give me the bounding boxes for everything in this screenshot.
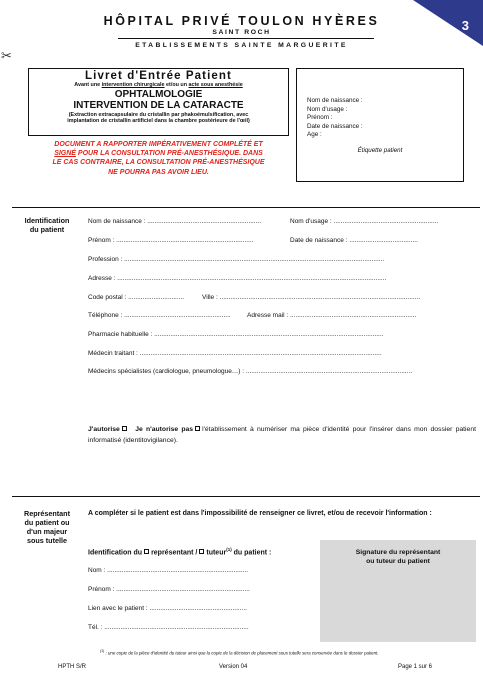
section-identification-line2: du patient bbox=[29, 225, 65, 234]
livret-line-u1: intervention chirurgicale bbox=[101, 82, 165, 88]
section-representant-line2: du patient ou bbox=[24, 518, 70, 527]
footnote bbox=[100, 649, 379, 655]
footer-version: Version 04 bbox=[219, 664, 248, 670]
ident-post: du patient : bbox=[231, 549, 272, 557]
livret-title-box bbox=[28, 68, 289, 136]
field-nom-naissance[interactable]: Nom de naissance : ............................................................... bbox=[88, 218, 262, 225]
field-profession[interactable]: Profession : ................................................................................................................................................ bbox=[88, 256, 385, 263]
warning-line2 bbox=[28, 149, 289, 158]
hospital-subtitle: SAINT ROCH bbox=[212, 29, 271, 36]
patient-label-box bbox=[296, 68, 464, 182]
section-identification-line1: Identification bbox=[24, 216, 70, 225]
consent-autorise-checkbox[interactable] bbox=[122, 426, 127, 431]
rep-field-nom[interactable]: Nom : .............................................................................. bbox=[88, 567, 249, 574]
label-field-age: Age : bbox=[307, 131, 322, 138]
representant-intro: A compléter si le patient est dans l'impossibilité de renseigner ce livret, et/ou de recevoir l'information : bbox=[88, 510, 432, 517]
section-representant-line3: d'un majeur bbox=[26, 527, 68, 536]
field-telephone[interactable]: Téléphone : ........................................................... bbox=[88, 312, 231, 319]
livret-note-line1: (Extraction extracapsulaire du cristallin par phakoémulsification, avec bbox=[68, 111, 249, 118]
field-code-postal[interactable]: Code postal : ............................... bbox=[88, 294, 185, 301]
section-divider-representant bbox=[12, 496, 480, 497]
rep-field-lien[interactable]: Lien avec le patient : ...................................................... bbox=[88, 605, 247, 612]
consent-autorise-label: J'autorise bbox=[88, 426, 120, 433]
signature-label-line1: Signature du représentant bbox=[355, 549, 441, 556]
ident-footnote-mark: (1) bbox=[226, 547, 232, 552]
label-field-date-naissance: Date de naissance : bbox=[307, 122, 363, 130]
warning-line3: LE CAS CONTRAIRE, LA CONSULTATION PRÉ-ANESTHÉSIQUE bbox=[52, 159, 265, 167]
consent-autorise-pas-checkbox[interactable] bbox=[195, 426, 200, 431]
hospital-name: HÔPITAL PRIVÉ TOULON HYÈRES bbox=[103, 14, 380, 28]
consent-paragraph bbox=[88, 424, 476, 446]
representant-checkbox[interactable] bbox=[144, 549, 149, 554]
warning-line4: NE POURRA PAS AVOIR LIEU. bbox=[108, 168, 209, 176]
signature-box[interactable] bbox=[320, 540, 476, 642]
footer-page: Page 1 sur 6 bbox=[398, 664, 433, 670]
field-pharmacie[interactable]: Pharmacie habituelle : ............................................................................................................................... bbox=[88, 331, 384, 338]
field-adresse[interactable]: Adresse : ..................................................................................................................................................... bbox=[88, 275, 387, 282]
rep-field-tel[interactable]: Tél. : ................................................................................ bbox=[88, 624, 249, 631]
ident-rep: représentant / bbox=[151, 549, 198, 557]
warning-line1: DOCUMENT A RAPPORTER IMPÉRATIVEMENT COMPLÉTÉ ET bbox=[54, 141, 263, 148]
field-date-naissance[interactable]: Date de naissance : ...................................... bbox=[290, 237, 418, 244]
livret-line-u2: acte sous anesthésie bbox=[188, 82, 243, 88]
livret-heading-cataracte: INTERVENTION DE LA CATARACTE bbox=[73, 99, 244, 111]
section-representant-line4: sous tutelle bbox=[27, 536, 67, 545]
page-number: 3 bbox=[461, 18, 469, 33]
signature-label-line2: ou tuteur du patient bbox=[366, 558, 430, 565]
livret-note-line2: implantation de cristallin artificiel dans la chambre postérieure de l'œil) bbox=[67, 117, 250, 124]
warning-text bbox=[28, 140, 289, 177]
field-ville[interactable]: Ville : ............................................................................................................... bbox=[202, 294, 421, 301]
warning-signe: SIGNÉ bbox=[54, 150, 76, 158]
section-representant-label bbox=[12, 509, 82, 545]
section-identification-label bbox=[12, 216, 82, 234]
footnote-mark: (1) bbox=[100, 649, 105, 653]
livret-line-pre: Avant une bbox=[74, 82, 102, 88]
section-representant-line1: Représentant bbox=[24, 509, 70, 518]
scissors-icon: ✂ bbox=[1, 48, 12, 63]
consent-autorise-pas-label: Je n'autorise pas bbox=[135, 426, 194, 433]
label-field-nom-naissance: Nom de naissance : bbox=[307, 97, 363, 104]
section-divider-top bbox=[12, 207, 480, 208]
label-field-nom-usage: Nom d'usage : bbox=[307, 105, 348, 113]
patient-label-fields bbox=[307, 97, 363, 140]
consent-text: l'établissement à numériser ma pièce d'identité pour l'insérer dans mon dossier patient informatisé (identitovigilance). bbox=[88, 426, 476, 444]
rep-field-prenom[interactable]: Prénom : .......................................................................... bbox=[88, 586, 250, 593]
tuteur-checkbox[interactable] bbox=[199, 549, 204, 554]
hospital-establishment: ETABLISSEMENTS SAINTE MARGUERITE bbox=[135, 42, 348, 49]
ident-tuteur: tuteur bbox=[206, 549, 227, 557]
field-medecins-specialistes[interactable]: Médecins spécialistes (cardiologue, pneumologue…) : ............................................................................................ bbox=[88, 368, 413, 375]
livret-line-mid: et/ou un bbox=[164, 82, 189, 88]
header-divider bbox=[118, 38, 374, 39]
footer-left: HPTH S/R bbox=[58, 664, 87, 670]
field-medecin-traitant[interactable]: Médecin traitant : ...................................................................................................................................... bbox=[88, 350, 382, 357]
field-adresse-mail[interactable]: Adresse mail : ...................................................................... bbox=[247, 312, 417, 319]
livret-heading-ophtalmologie: OPHTALMOLOGIE bbox=[114, 88, 203, 100]
field-prenom[interactable]: Prénom : ............................................................................ bbox=[88, 237, 254, 244]
field-nom-usage[interactable]: Nom d'usage : .......................................................... bbox=[290, 218, 439, 225]
warning-line2-rest: POUR LA CONSULTATION PRÉ-ANESTHÉSIQUE. DANS bbox=[75, 150, 263, 158]
representant-ident-title bbox=[88, 547, 271, 556]
ident-pre: Identification du bbox=[88, 549, 143, 557]
patient-label-caption: Étiquette patient bbox=[357, 147, 403, 154]
footnote-text: : une copie de la pièce d'identité du tuteur ainsi que la copie de la décision de placement sous tutelle sera conservée dans le dossier patient. bbox=[104, 650, 379, 656]
label-field-prenom: Prénom : bbox=[307, 114, 333, 121]
livret-title: Livret d'Entrée Patient bbox=[85, 70, 232, 82]
